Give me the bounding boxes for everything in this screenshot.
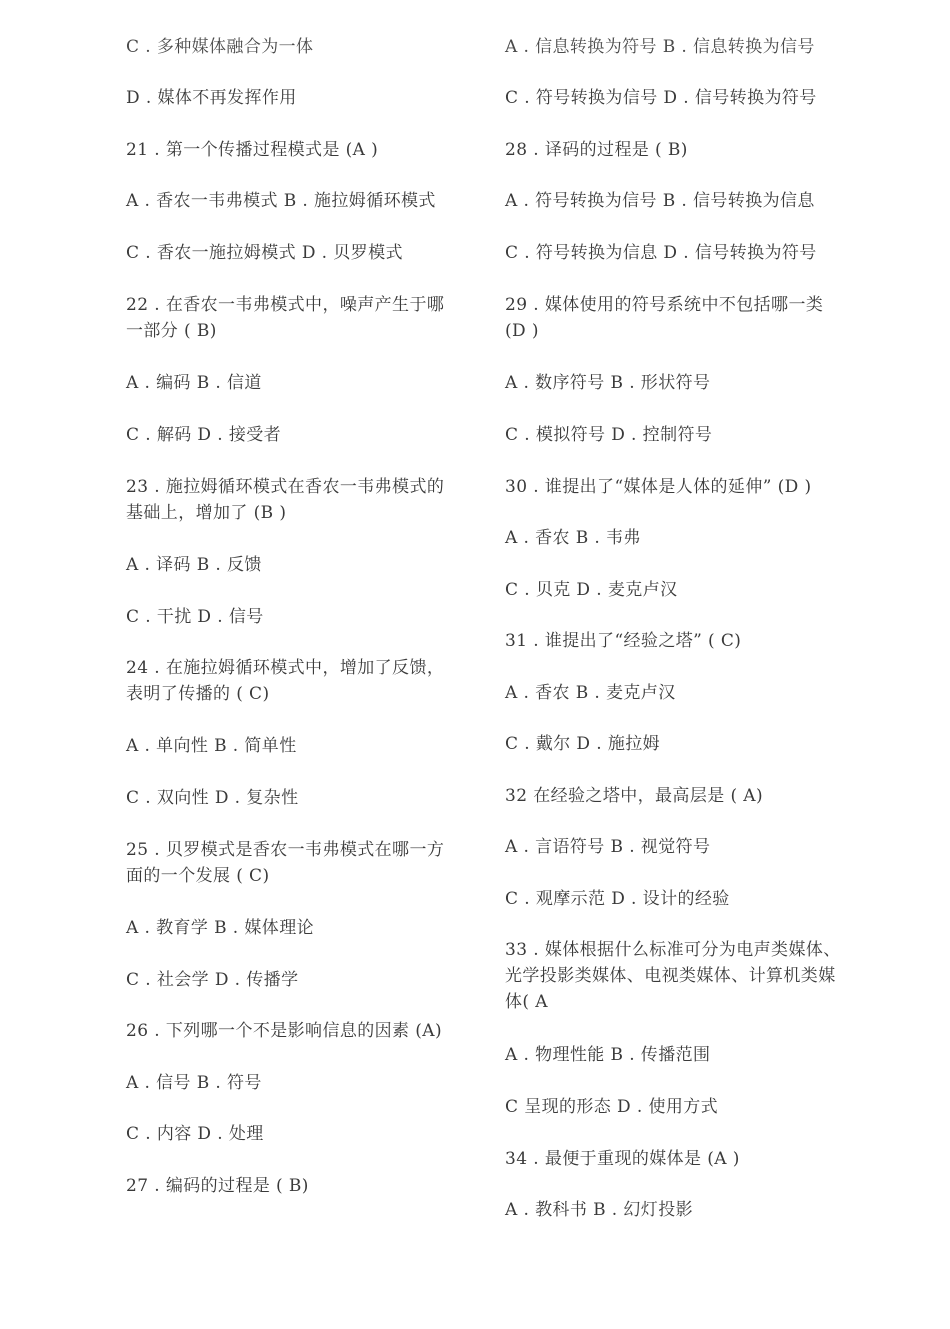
question-line: 光学投影类媒体、电视类媒体、计算机类媒: [505, 966, 836, 986]
option-line: A . 编码 B . 信道: [126, 373, 262, 393]
option-line: C . 双向性 D . 复杂性: [126, 788, 299, 808]
option-line: A . 信息转换为符号 B . 信息转换为信号: [505, 37, 815, 57]
question-line: 27 . 编码的过程是 ( B): [126, 1176, 309, 1196]
question-line: 22 . 在香农一韦弗模式中，噪声产生于哪: [126, 295, 445, 315]
question-line: 表明了传播的 ( C): [126, 684, 270, 704]
question-line: 一部分 ( B): [126, 321, 217, 341]
question-line: 31 . 谁提出了“经验之塔” ( C): [505, 631, 742, 651]
option-line: C . 内容 D . 处理: [126, 1124, 264, 1144]
question-line: 21 . 第一个传播过程模式是 (A ): [126, 140, 379, 160]
question-line: 34 . 最便于重现的媒体是 (A ): [505, 1149, 740, 1169]
option-line: A . 符号转换为信号 B . 信号转换为信息: [505, 191, 815, 211]
option-line: C . 贝克 D . 麦克卢汉: [505, 580, 678, 600]
question-line: 基础上，增加了 (B ): [126, 503, 287, 523]
option-line: C 呈现的形态 D . 使用方式: [505, 1097, 719, 1117]
question-line: 24 . 在施拉姆循环模式中，增加了反馈，: [126, 658, 445, 678]
option-line: C . 模拟符号 D . 控制符号: [505, 425, 713, 445]
question-line: 面的一个发展 ( C): [126, 866, 270, 886]
option-line: D . 媒体不再发挥作用: [126, 88, 297, 108]
option-line: C . 观摩示范 D . 设计的经验: [505, 889, 730, 909]
option-line: A . 香农一韦弗模式 B . 施拉姆循环模式: [126, 191, 436, 211]
option-line: A . 香农 B . 韦弗: [505, 528, 641, 548]
option-line: C . 解码 D . 接受者: [126, 425, 282, 445]
option-line: A . 教科书 B . 幻灯投影: [505, 1200, 693, 1220]
option-line: C . 戴尔 D . 施拉姆: [505, 734, 661, 754]
option-line: A . 教育学 B . 媒体理论: [126, 918, 314, 938]
option-line: A . 数序符号 B . 形状符号: [505, 373, 711, 393]
option-line: C . 干扰 D . 信号: [126, 607, 264, 627]
question-line: 23 . 施拉姆循环模式在香农一韦弗模式的: [126, 477, 445, 497]
question-line: 28 . 译码的过程是 ( B): [505, 140, 688, 160]
option-line: A . 物理性能 B . 传播范围: [505, 1045, 711, 1065]
question-line: 体( A: [505, 992, 548, 1012]
question-line: (D ): [505, 321, 539, 341]
option-line: A . 香农 B . 麦克卢汉: [505, 683, 676, 703]
option-line: C . 社会学 D . 传播学: [126, 970, 299, 990]
option-line: A . 言语符号 B . 视觉符号: [505, 837, 711, 857]
question-line: 33 . 媒体根据什么标准可分为电声类媒体、: [505, 940, 841, 960]
option-line: C . 香农一施拉姆模式 D . 贝罗模式: [126, 243, 403, 263]
option-line: C . 符号转换为信息 D . 信号转换为符号: [505, 243, 817, 263]
option-line: A . 信号 B . 符号: [126, 1073, 262, 1093]
option-line: C . 多种媒体融合为一体: [126, 37, 314, 57]
question-line: 25 . 贝罗模式是香农一韦弗模式在哪一方: [126, 840, 445, 860]
option-line: C . 符号转换为信号 D . 信号转换为符号: [505, 88, 817, 108]
question-line: 26 . 下列哪一个不是影响信息的因素 (A): [126, 1021, 442, 1041]
option-line: A . 单向性 B . 简单性: [126, 736, 297, 756]
question-line: 30 . 谁提出了“媒体是人体的延伸” (D ): [505, 477, 812, 497]
question-line: 32 在经验之塔中，最高层是 ( A): [505, 786, 763, 806]
option-line: A . 译码 B . 反馈: [126, 555, 262, 575]
question-line: 29 . 媒体使用的符号系统中不包括哪一类: [505, 295, 824, 315]
